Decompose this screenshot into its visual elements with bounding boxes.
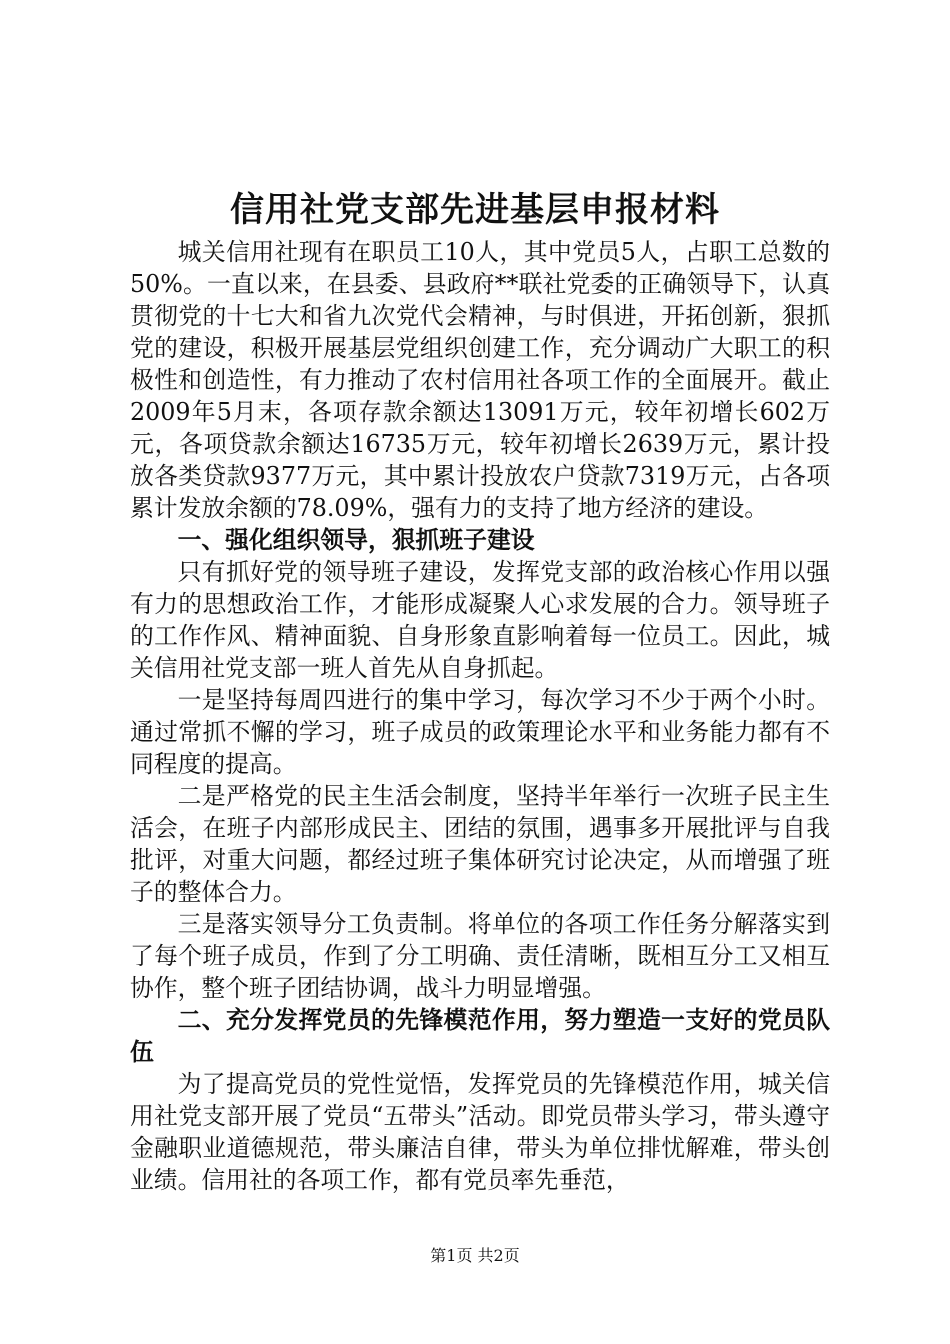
- document-body: [130, 236, 830, 1196]
- paragraph: 二是严格党的民主生活会制度，坚持半年举行一次班子民主生活会，在班子内部形成民主、团结的氛围，遇事多开展批评与自我批评，对重大问题，都经过班子集体研究讨论决定，从而增强了班子的整体合力。: [130, 782, 830, 906]
- section-heading-2: 二、充分发挥党员的先锋模范作用，努力塑造一支好的党员队伍: [130, 1006, 830, 1066]
- paragraph: 一是坚持每周四进行的集中学习，每次学习不少于两个小时。通过常抓不懈的学习，班子成员的政策理论水平和业务能力都有不同程度的提高。: [130, 686, 830, 778]
- paragraph: 只有抓好党的领导班子建设，发挥党支部的政治核心作用以强有力的思想政治工作，才能形成凝聚人心求发展的合力。领导班子的工作作风、精神面貌、自身形象直影响着每一位员工。因此，城关信用社党支部一班人首先从自身抓起。: [130, 558, 830, 682]
- document-title: 信用社党支部先进基层申报材料: [230, 190, 720, 230]
- paragraph: 三是落实领导分工负责制。将单位的各项工作任务分解落实到了每个班子成员，作到了分工明确、责任清晰，既相互分工又相互协作，整个班子团结协调，战斗力明显增强。: [130, 910, 830, 1002]
- paragraph-intro: 城关信用社现有在职员工10人，其中党员5人，占职工总数的50%。一直以来，在县委、县政府**联社党委的正确领导下，认真贯彻党的十七大和省九次党代会精神，与时俱进，开拓创新，狠抓党的建设，积极开展基层党组织创建工作，充分调动广大职工的积极性和创造性，有力推动了农村信用社各项工作的全面展开。截止2009年5月末，各项存款余额达13091万元，较年初增长602万元，各项贷款余额达16735万元，较年初增长2639万元，累计投放各类贷款9377万元，其中累计投放农户贷款7319万元，占各项累计发放余额的78.09%，强有力的支持了地方经济的建设。: [130, 238, 830, 522]
- page-footer: 第1页 共2页: [430, 1246, 520, 1265]
- section-heading-1: 一、强化组织领导，狠抓班子建设: [177, 526, 535, 554]
- paragraph: 为了提高党员的党性觉悟，发挥党员的先锋模范作用，城关信用社党支部开展了党员“五带头”活动。即党员带头学习，带头遵守金融职业道德规范，带头廉洁自律，带头为单位排忧解难，带头创业绩。信用社的各项工作，都有党员率先垂范，: [130, 1070, 830, 1194]
